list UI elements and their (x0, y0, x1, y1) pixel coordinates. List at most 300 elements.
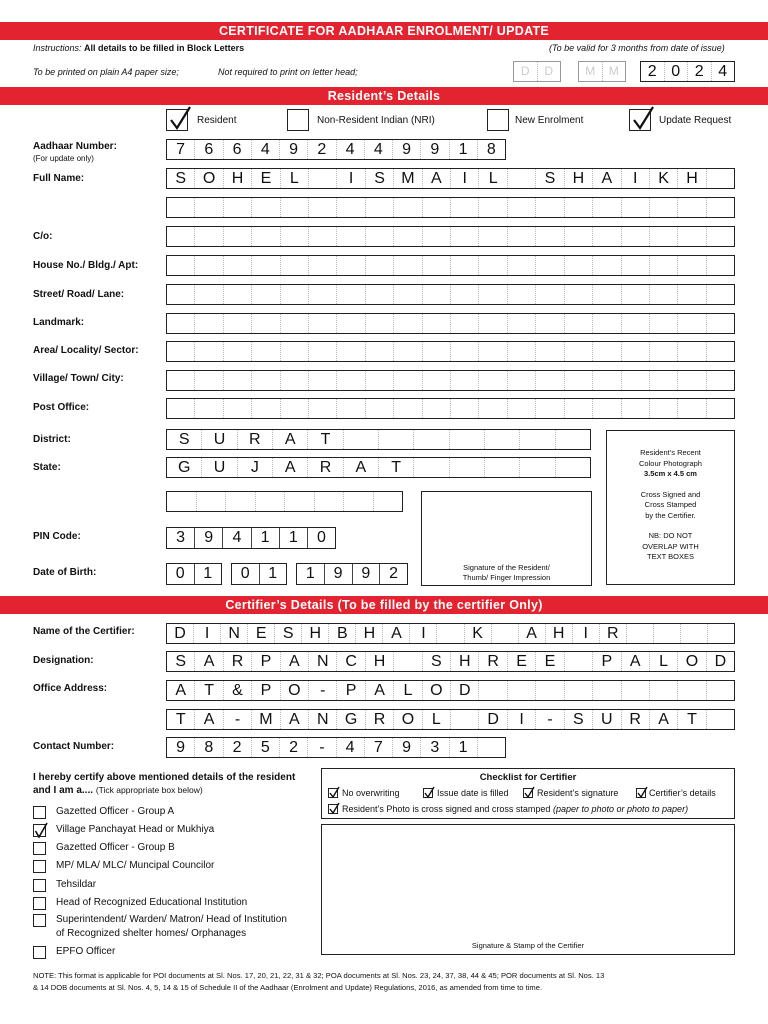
char-cell (281, 198, 309, 217)
checkmark-icon (329, 802, 340, 815)
char-cell (622, 342, 650, 361)
char-cell (593, 681, 621, 700)
role-label-mp-mla: MP/ MLA/ MLC/ Muncipal Councilor (56, 860, 215, 871)
char-cell (451, 256, 479, 275)
char-cell (707, 710, 734, 729)
char-cell (337, 342, 365, 361)
form-title: CERTIFICATE FOR AADHAAR ENROLMENT/ UPDATE (218, 24, 550, 38)
char-cell (707, 256, 734, 275)
role-checkbox-tehsildar[interactable] (33, 879, 46, 892)
role-label-superintendent-line2: of Recognized shelter homes/ Orphanages (56, 928, 247, 939)
char-cell: O (195, 169, 223, 188)
char-cell: H (451, 652, 479, 671)
char-cell (650, 227, 678, 246)
char-cell: - (309, 681, 337, 700)
char-cell: 3 (167, 528, 195, 548)
char-cell (252, 256, 280, 275)
char-cell: H (302, 624, 329, 643)
char-cell (344, 492, 374, 511)
char-cell (593, 198, 621, 217)
char-cell (451, 710, 479, 729)
char-cell (565, 198, 593, 217)
designation-field[interactable] (166, 651, 735, 672)
char-cell: 9 (393, 140, 421, 159)
char-cell (565, 681, 593, 700)
aadhaar-sublabel: (For update only) (33, 154, 94, 163)
role-checkbox-panchayat-head[interactable] (33, 824, 46, 837)
char-cell (650, 256, 678, 275)
checklist-certifier-details-checkbox[interactable] (636, 788, 646, 798)
char-cell: I (573, 624, 600, 643)
char-cell (479, 681, 507, 700)
role-label-gazetted-a: Gazetted Officer - Group A (56, 806, 175, 817)
char-cell (451, 227, 479, 246)
char-cell (593, 399, 621, 418)
char-cell: D (479, 710, 507, 729)
char-cell: C (337, 652, 365, 671)
checkmark-icon (637, 786, 648, 799)
char-cell (337, 198, 365, 217)
char-cell (309, 256, 337, 275)
char-cell (536, 285, 564, 304)
char-cell (366, 314, 394, 333)
checklist-issue-date-checkbox[interactable] (423, 788, 433, 798)
char-cell: M (394, 169, 422, 188)
char-cell: I (622, 169, 650, 188)
char-cell (423, 314, 451, 333)
char-cell (394, 285, 422, 304)
char-cell (224, 342, 252, 361)
char-cell (394, 314, 422, 333)
certifier-name-label: Name of the Certifier: (33, 626, 135, 637)
char-cell: H (224, 169, 252, 188)
char-cell (281, 285, 309, 304)
char-cell (593, 371, 621, 390)
char-cell: 1 (297, 564, 325, 584)
char-cell (281, 227, 309, 246)
char-cell: S (423, 652, 451, 671)
char-cell (167, 285, 195, 304)
char-cell: H (565, 169, 593, 188)
certifier-name-field[interactable] (166, 623, 735, 644)
char-cell: S (167, 652, 195, 671)
char-cell (536, 371, 564, 390)
char-cell (593, 314, 621, 333)
checklist-issue-date-label: Issue date is filled (437, 788, 509, 798)
char-cell: S (167, 169, 195, 188)
char-cell (344, 430, 379, 449)
char-cell (450, 430, 485, 449)
char-cell (707, 399, 734, 418)
char-cell (508, 342, 536, 361)
char-cell (252, 399, 280, 418)
char-cell: J (238, 458, 273, 477)
char-cell (366, 285, 394, 304)
char-cell (479, 314, 507, 333)
char-cell: I (194, 624, 221, 643)
checklist-photo-checkbox[interactable] (328, 804, 338, 814)
char-cell (536, 227, 564, 246)
char-cell (508, 169, 536, 188)
char-cell (281, 399, 309, 418)
char-cell (479, 256, 507, 275)
char-cell: I (451, 169, 479, 188)
char-cell: 4 (337, 738, 365, 757)
char-cell: A (593, 169, 621, 188)
checkmark-icon (34, 822, 48, 839)
char-cell: G (167, 458, 202, 477)
char-cell (508, 227, 536, 246)
fullname-field[interactable] (166, 168, 735, 189)
role-checkbox-edu-head[interactable] (33, 897, 46, 910)
char-cell: 6 (195, 140, 223, 159)
char-cell: O (394, 710, 422, 729)
char-cell (678, 399, 706, 418)
char-cell (479, 227, 507, 246)
char-cell (650, 314, 678, 333)
designation-label: Designation: (33, 655, 94, 666)
landmark-field[interactable] (166, 313, 735, 334)
char-cell (622, 285, 650, 304)
char-cell (536, 681, 564, 700)
validity-note: (To be valid for 3 months from date of issue) (549, 43, 725, 53)
photo-box: Resident’s Recent Colour Photograph 3.5cm x 4.5 cm Cross Signed and Cross Stamped by the Certifier. NB: DO NOT OVERLAP WITH TEXT BOXES (606, 430, 735, 585)
char-cell (622, 227, 650, 246)
role-label-edu-head: Head of Recognized Educational Institution (56, 897, 248, 908)
char-cell (167, 314, 195, 333)
char-cell (508, 198, 536, 217)
co-field[interactable] (166, 226, 735, 247)
char-cell: E (248, 624, 275, 643)
dob-month-field[interactable] (231, 563, 287, 585)
pin-label: PIN Code: (33, 531, 81, 542)
char-cell (681, 624, 708, 643)
char-cell (678, 227, 706, 246)
char-cell (224, 256, 252, 275)
char-cell: A (273, 458, 308, 477)
char-cell (394, 342, 422, 361)
char-cell: T (167, 710, 195, 729)
char-cell: A (195, 652, 223, 671)
char-cell (536, 342, 564, 361)
char-cell (437, 624, 464, 643)
char-cell (707, 681, 734, 700)
char-cell: 0 (232, 564, 260, 584)
char-cell (366, 256, 394, 275)
char-cell (508, 285, 536, 304)
char-cell (707, 371, 734, 390)
instructions: Instructions: All details to be filled in Block Letters (33, 43, 245, 53)
role-label-tehsildar: Tehsildar (56, 879, 97, 890)
char-cell: T (379, 458, 414, 477)
char-cell (451, 399, 479, 418)
char-cell (224, 227, 252, 246)
char-cell (627, 624, 654, 643)
issue-date-year[interactable]: 2 0 2 4 (640, 61, 735, 82)
checklist-resident-signature-checkbox[interactable] (523, 788, 533, 798)
char-cell: H (546, 624, 573, 643)
char-cell: H (356, 624, 383, 643)
char-cell: S (536, 169, 564, 188)
char-cell (195, 256, 223, 275)
checklist-no-overwriting-checkbox[interactable] (328, 788, 338, 798)
char-cell (678, 285, 706, 304)
char-cell: A (366, 681, 394, 700)
char-cell: 4 (337, 140, 365, 159)
char-cell: A (650, 710, 678, 729)
office-address-label: Office Address: (33, 683, 108, 694)
pin-code-field[interactable] (166, 527, 336, 549)
char-cell (167, 399, 195, 418)
char-cell (366, 198, 394, 217)
role-label-gazetted-b: Gazetted Officer - Group B (56, 842, 175, 853)
char-cell (707, 342, 734, 361)
char-cell: L (423, 710, 451, 729)
char-cell: A (273, 430, 308, 449)
char-cell (167, 342, 195, 361)
char-cell (252, 198, 280, 217)
char-cell (650, 285, 678, 304)
char-cell: A (622, 652, 650, 671)
state-field[interactable] (166, 457, 591, 478)
char-cell (593, 285, 621, 304)
char-cell (593, 256, 621, 275)
char-cell (520, 430, 555, 449)
resident-option-label: Resident (197, 115, 237, 126)
post-office-field[interactable] (166, 398, 735, 419)
checkmark-icon (424, 786, 435, 799)
role-checkbox-gazetted-a[interactable] (33, 806, 46, 819)
char-cell (224, 399, 252, 418)
char-cell: D (167, 624, 194, 643)
char-cell (492, 624, 519, 643)
char-cell: N (309, 652, 337, 671)
char-cell (379, 430, 414, 449)
char-cell (423, 399, 451, 418)
footer-note: NOTE: This format is applicable for POI documents at Sl. Nos. 17, 20, 21, 22, 31 & 32; POA documents at Sl. Nos. 23, 24, 37, 38, 44 & 45; POR documents at Sl. Nos. 13 & 14 DOB documents at Sl. Nos. 4, 5, 14 & 15 of Schedule II of the Aadhaar (Enrolment and Update) Regulations, 2016, as amended from time to time. (33, 971, 605, 992)
char-cell: 8 (195, 738, 223, 757)
char-cell (195, 371, 223, 390)
char-cell (226, 492, 256, 511)
char-cell (565, 285, 593, 304)
resident-checkbox[interactable] (166, 109, 188, 131)
char-cell (508, 681, 536, 700)
aadhaar-number-field[interactable] (166, 139, 506, 160)
char-cell (281, 256, 309, 275)
char-cell (622, 399, 650, 418)
char-cell: R (238, 430, 273, 449)
char-cell: M (252, 710, 280, 729)
checkmark-icon (524, 786, 535, 799)
char-cell (374, 492, 403, 511)
char-cell: 6 (224, 140, 252, 159)
char-cell (167, 371, 195, 390)
resident-signature-box[interactable]: Signature of the Resident/ Thumb/ Finger Impression (421, 491, 592, 586)
char-cell (508, 314, 536, 333)
char-cell: 4 (365, 140, 393, 159)
char-cell: 9 (195, 528, 223, 548)
char-cell: A (383, 624, 410, 643)
char-cell (451, 285, 479, 304)
char-cell (593, 342, 621, 361)
issue-date-month[interactable]: M M (578, 61, 626, 82)
nri-checkbox[interactable] (287, 109, 309, 131)
certify-statement-line1: I hereby certify above mentioned details of the resident (33, 772, 296, 783)
dob-day-field[interactable] (166, 563, 222, 585)
char-cell (479, 285, 507, 304)
char-cell (508, 256, 536, 275)
letterhead-note: Not required to print on letter head; (218, 67, 358, 77)
char-cell (479, 198, 507, 217)
char-cell (536, 399, 564, 418)
fullname-field-line2[interactable] (166, 197, 735, 218)
role-checkbox-epfo[interactable] (33, 946, 46, 959)
char-cell: R (600, 624, 627, 643)
char-cell: R (366, 710, 394, 729)
char-cell (309, 285, 337, 304)
area-label: Area/ Locality/ Sector: (33, 345, 139, 356)
char-cell: A (195, 710, 223, 729)
char-cell: H (678, 169, 706, 188)
char-cell (508, 399, 536, 418)
char-cell: & (224, 681, 252, 700)
char-cell (708, 624, 734, 643)
area-field[interactable] (166, 341, 735, 362)
checklist-title: Checklist for Certifier (479, 772, 577, 783)
char-cell (366, 227, 394, 246)
update-request-checkbox[interactable] (629, 109, 651, 131)
char-cell (224, 371, 252, 390)
char-cell: 9 (421, 140, 449, 159)
checkmark-icon (329, 786, 340, 799)
char-cell (451, 342, 479, 361)
char-cell: P (337, 681, 365, 700)
char-cell (195, 399, 223, 418)
village-label: Village/ Town/ City: (33, 373, 124, 384)
char-cell (556, 430, 590, 449)
char-cell: 1 (450, 140, 478, 159)
char-cell (451, 198, 479, 217)
certifier-section-bar (0, 596, 768, 614)
char-cell: B (329, 624, 356, 643)
char-cell (252, 371, 280, 390)
char-cell: R (224, 652, 252, 671)
contact-number-field[interactable] (166, 737, 506, 758)
dob-year-field[interactable] (296, 563, 408, 585)
char-cell (167, 227, 195, 246)
char-cell (309, 399, 337, 418)
char-cell: R (622, 710, 650, 729)
village-field[interactable] (166, 370, 735, 391)
char-cell (423, 342, 451, 361)
char-cell (224, 285, 252, 304)
char-cell (565, 227, 593, 246)
role-checkbox-superintendent[interactable] (33, 914, 46, 927)
char-cell: - (308, 738, 336, 757)
char-cell (622, 256, 650, 275)
char-cell (423, 371, 451, 390)
char-cell (520, 458, 555, 477)
char-cell (423, 285, 451, 304)
char-cell (678, 371, 706, 390)
role-label-superintendent: Superintendent/ Warden/ Matron/ Head of Institution (56, 914, 287, 925)
char-cell: T (195, 681, 223, 700)
char-cell: L (650, 652, 678, 671)
certifier-section-title: Certifier’s Details (To be filled by the certifier Only) (225, 598, 543, 612)
char-cell (394, 256, 422, 275)
char-cell: E (508, 652, 536, 671)
extra-address-field[interactable] (166, 491, 403, 512)
char-cell (565, 652, 593, 671)
print-note: To be printed on plain A4 paper size; (33, 67, 179, 77)
char-cell (309, 198, 337, 217)
house-field[interactable] (166, 255, 735, 276)
char-cell: D (714, 653, 727, 670)
char-cell (195, 342, 223, 361)
char-cell: 9 (167, 738, 195, 757)
char-cell: U (202, 430, 237, 449)
char-cell (167, 492, 197, 511)
char-cell: I (508, 710, 536, 729)
char-cell (337, 314, 365, 333)
char-cell (337, 371, 365, 390)
update-request-label: Update Request (659, 115, 732, 126)
char-cell (707, 285, 734, 304)
resident-section-title: Resident’s Details (327, 89, 441, 103)
char-cell (309, 314, 337, 333)
form-title-bar (0, 22, 768, 40)
char-cell (366, 342, 394, 361)
checklist-resident-signature-label: Resident’s signature (537, 788, 619, 798)
char-cell: 8 (486, 141, 496, 158)
char-cell (195, 285, 223, 304)
char-cell: - (536, 710, 564, 729)
role-checkbox-gazetted-b[interactable] (33, 842, 46, 855)
issue-date-day[interactable]: D D (513, 61, 561, 82)
new-enrolment-checkbox[interactable] (487, 109, 509, 131)
char-cell (451, 371, 479, 390)
checkmark-icon (168, 104, 192, 132)
district-field[interactable] (166, 429, 591, 450)
char-cell (309, 342, 337, 361)
char-cell: 9 (353, 564, 381, 584)
char-cell: G (337, 710, 365, 729)
char-cell (650, 342, 678, 361)
char-cell: R (308, 458, 343, 477)
checklist-no-overwriting-label: No overwriting (342, 788, 400, 798)
office-address-field-line2[interactable] (166, 709, 735, 730)
char-cell: K (650, 169, 678, 188)
char-cell (707, 169, 734, 188)
char-cell (366, 371, 394, 390)
certifier-stamp-box[interactable] (321, 824, 735, 955)
char-cell (337, 399, 365, 418)
checkmark-icon (631, 104, 655, 132)
char-cell: P (252, 652, 280, 671)
char-cell (593, 227, 621, 246)
char-cell: S (565, 710, 593, 729)
char-cell (195, 314, 223, 333)
char-cell (224, 314, 252, 333)
char-cell (536, 314, 564, 333)
char-cell (337, 227, 365, 246)
street-field[interactable] (166, 284, 735, 305)
office-address-field[interactable] (166, 680, 735, 701)
char-cell (337, 285, 365, 304)
char-cell: 4 (252, 140, 280, 159)
char-cell: A (281, 710, 309, 729)
role-checkbox-mp-mla[interactable] (33, 860, 46, 873)
